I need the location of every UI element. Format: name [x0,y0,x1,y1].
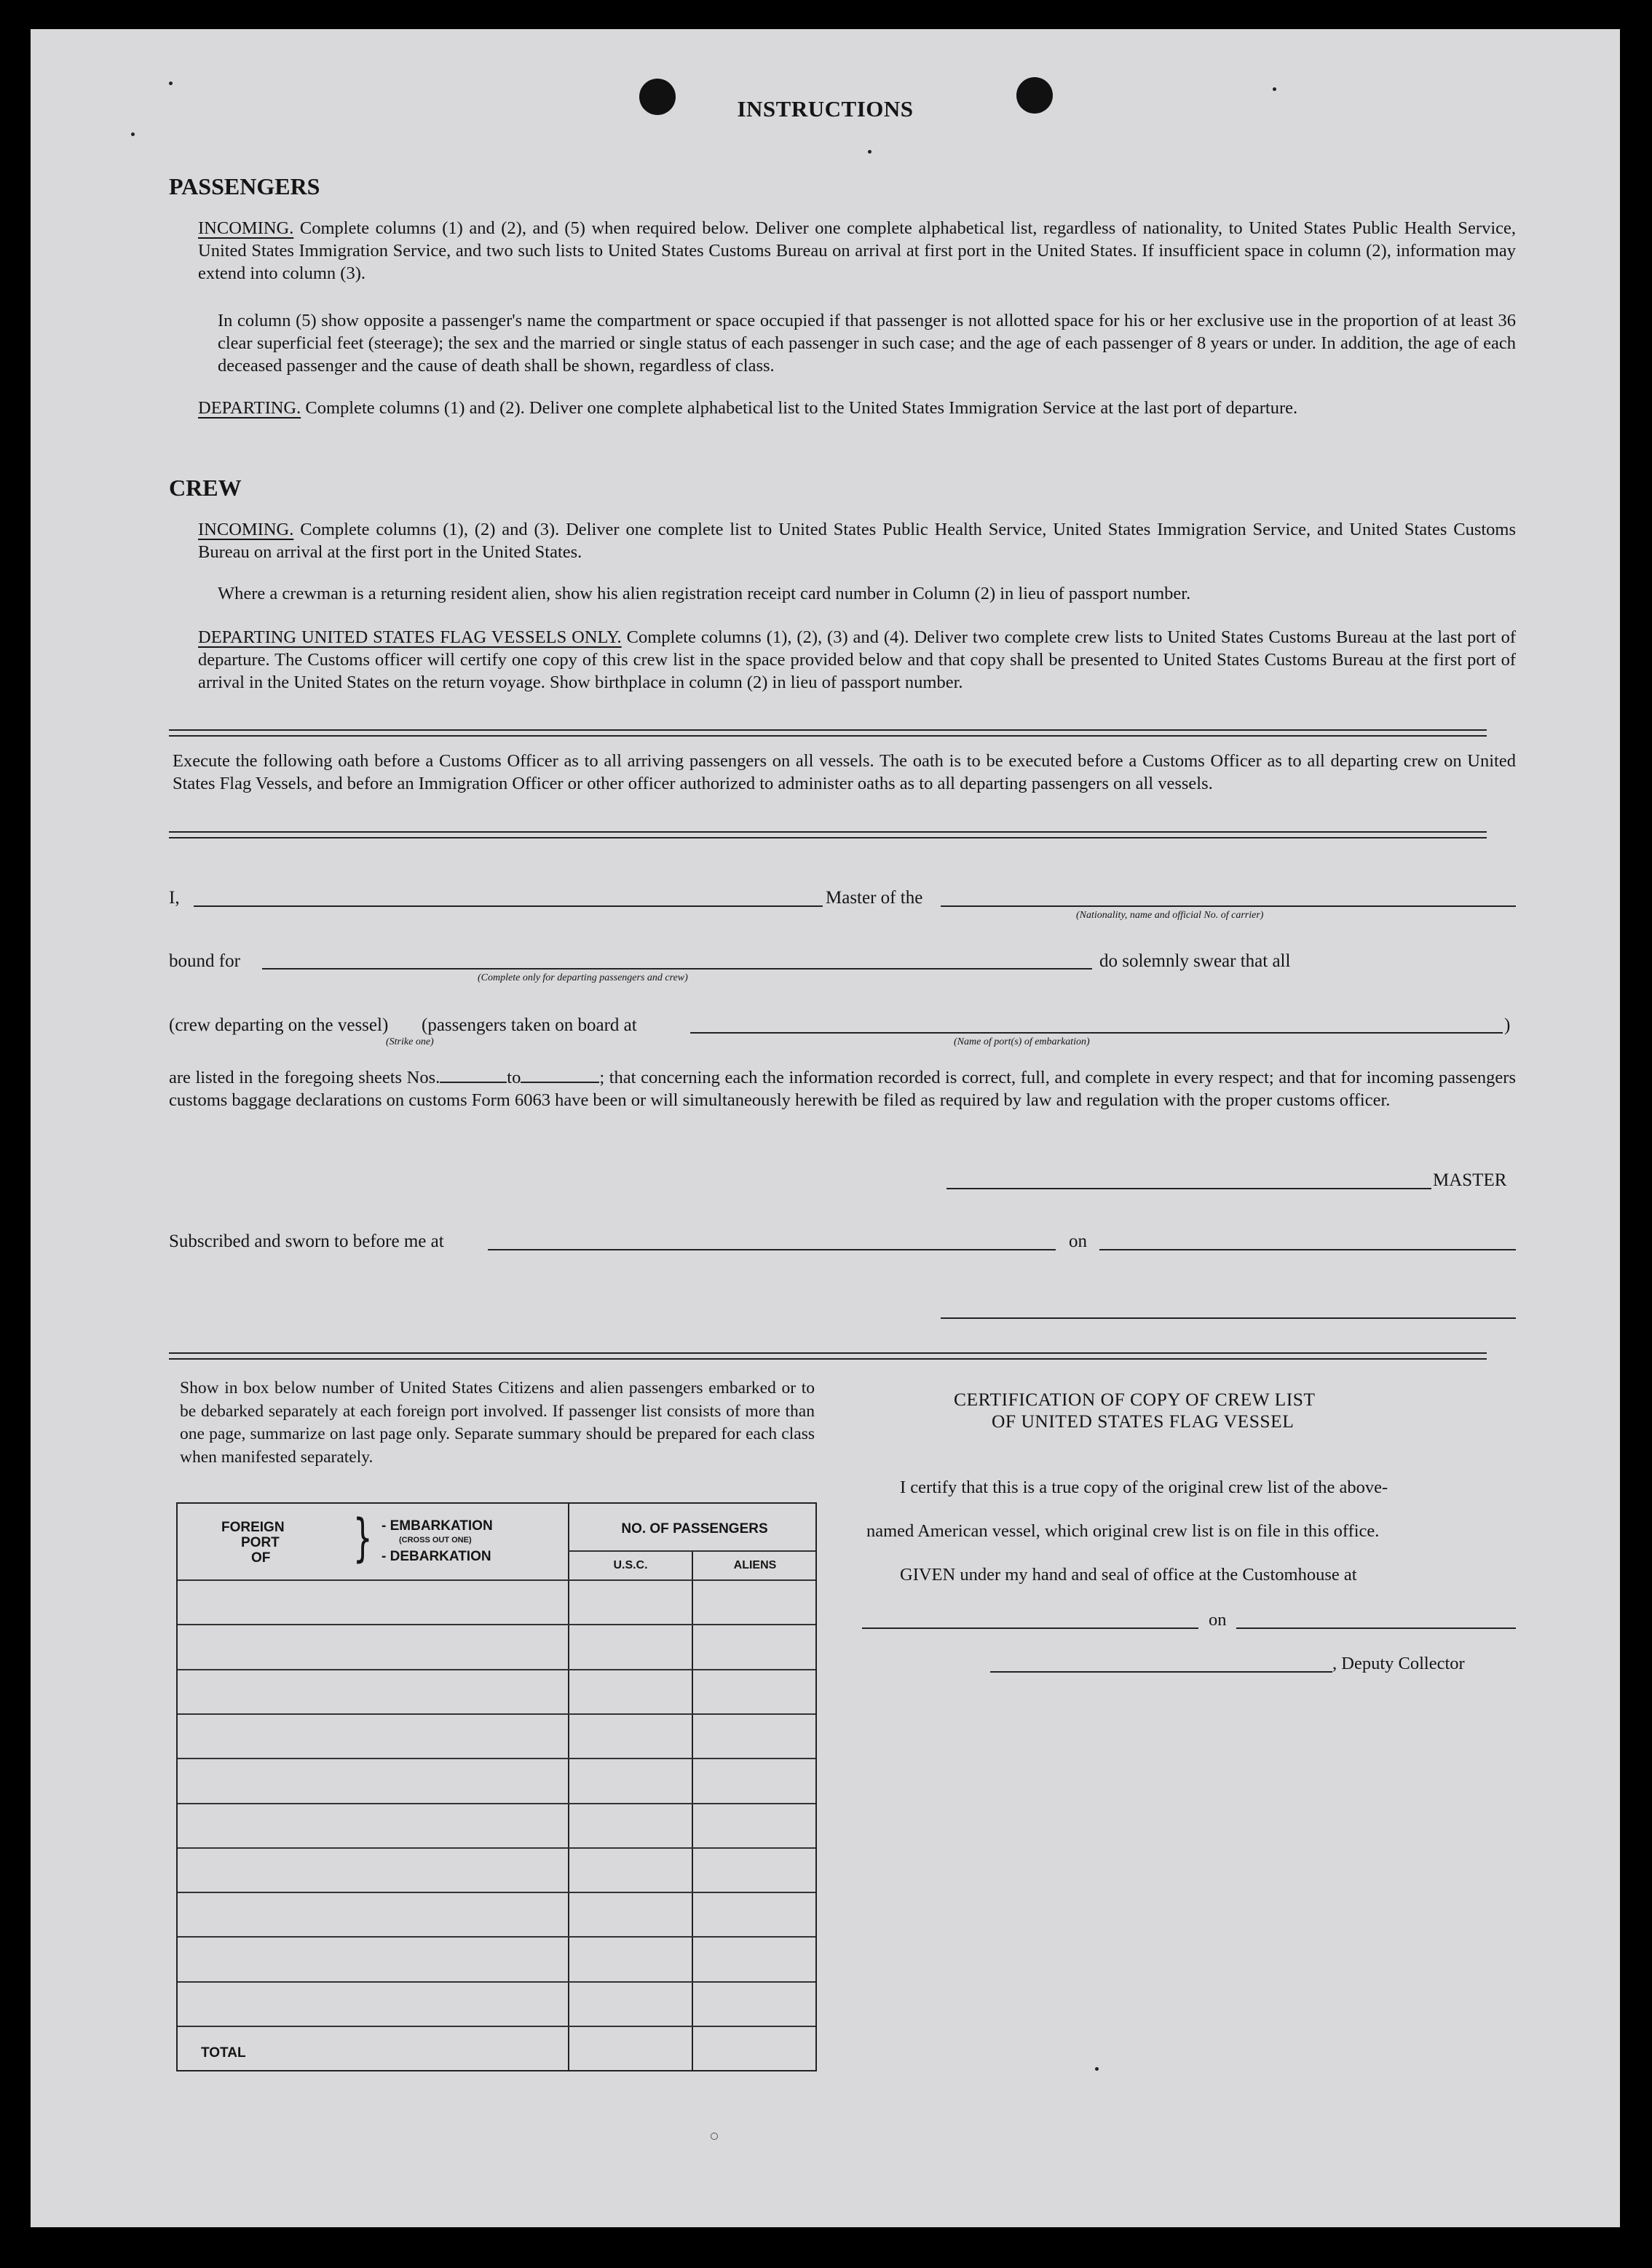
certification-line-2: named American vessel, which original crew list is on file in this office. [866,1521,1380,1541]
deputy-signature-field[interactable] [990,1671,1332,1673]
bound-for-field[interactable] [262,968,1092,970]
speck [1095,2067,1099,2071]
master-of-label: Master of the [826,888,923,908]
swear-label: do solemnly swear that all [1099,951,1291,971]
deputy-collector-label: , Deputy Collector [1332,1654,1465,1673]
section-divider [169,831,1487,838]
customhouse-field[interactable] [862,1627,1198,1629]
passengers-incoming-text: Complete columns (1) and (2), and (5) when required below. Deliver one complete alphabetical list, regardless of nationality, to United States Public Health Service, United States Immigration Service, and two such lists to United States Customs Bureau on arrival at first port in the United States. If insufficient space in column (2), information may extend into column (3). [198,218,1517,283]
passengers-departing-text: Complete columns (1) and (2). Deliver one complete alphabetical list to the United States Immigration Service at the last port of departure. [305,398,1298,418]
certification-line-1: I certify that this is a true copy of the original crew list of the above- [900,1478,1388,1497]
sworn-on-label: on [1069,1232,1087,1251]
embarkation-ports-field[interactable] [690,1032,1503,1034]
crew-departing-paragraph [198,626,1516,694]
table-row[interactable] [178,1758,815,1802]
certification-date-field[interactable] [1236,1627,1516,1629]
listed-paragraph [169,1066,1516,1111]
header-foreign: FOREIGN [221,1520,285,1535]
passengers-taken-option: (passengers taken on board at [422,1015,637,1035]
crew-departing-label: DEPARTING UNITED STATES FLAG VESSELS ONLY. [198,627,622,647]
header-embarkation: - EMBARKATION [382,1518,493,1534]
total-label: TOTAL [201,2045,246,2061]
crew-resident-paragraph: Where a crewman is a returning resident alien, show his alien registration receipt card number in Column (2) in lieu of passport number. [218,584,1191,603]
table-row[interactable] [178,1892,815,1936]
crew-departing-text: Complete columns (1), (2), (3) and (4). Deliver two complete crew lists to United States Customs Bureau at the last port of departure. The Customs officer will certify one copy of this crew list in the space provided below and that copy shall be presented to United States Customs Bureau at the first port of arrival in the United States on the return voyage. Show birthplace in column (2) in lieu of passport number. [198,627,1516,692]
sheet-from-field[interactable] [440,1068,507,1083]
sworn-place-field[interactable] [488,1249,1056,1250]
form-page [31,29,1620,2227]
section-divider [169,729,1487,737]
header-aliens: ALIENS [733,1559,777,1571]
table-row[interactable] [178,1936,815,1980]
master-name-field[interactable] [194,905,823,907]
carrier-field[interactable] [941,905,1516,907]
crew-departing-option: (crew departing on the vessel) [169,1015,389,1035]
header-cross-out: (CROSS OUT ONE) [399,1536,472,1545]
crew-incoming-text: Complete columns (1), (2) and (3). Deliver one complete list to United States Public Health Service, United States Immigration Service, and United States Customs Bureau on arrival at the first port in the United States. [198,520,1517,562]
instructions-title: INSTRUCTIONS [737,96,914,122]
sworn-date-field[interactable] [1099,1249,1516,1250]
table-row[interactable] [178,2026,815,2070]
subscribed-label: Subscribed and sworn to before me at [169,1232,444,1251]
table-divider [568,1550,815,1552]
summary-instructions: Show in box below number of United States Citizens and alien passengers embarked or to be debarked separately at each foreign port involved. If passenger list consists of more than one page, summarize on last page only. Separate summary should be prepared for each class when manifested separately. [180,1379,815,1467]
bound-for-label: bound for [169,951,240,971]
brace-icon: } [352,1508,373,1568]
certification-title-2: OF UNITED STATES FLAG VESSEL [992,1411,1295,1432]
table-row[interactable] [178,1713,815,1758]
header-no-passengers: NO. OF PASSENGERS [621,1521,768,1537]
master-label: MASTER [1433,1170,1507,1190]
certification-title-1: CERTIFICATION OF COPY OF CREW LIST [954,1389,1316,1410]
close-paren: ) [1504,1015,1511,1035]
listed-pre: are listed in the foregoing sheets Nos. [169,1068,440,1087]
header-debarkation: - DEBARKATION [382,1549,491,1564]
certification-on-label: on [1209,1610,1227,1630]
table-row[interactable] [178,1669,815,1713]
passengers-departing-label: DEPARTING. [198,398,301,418]
bound-for-note: (Complete only for departing passengers and crew) [478,972,688,983]
passengers-incoming-label: INCOMING. [198,218,294,238]
listed-to: to [507,1068,521,1087]
header-of: OF [251,1550,271,1566]
passenger-summary-table [176,1502,817,2071]
speck [868,150,872,154]
carrier-note: (Nationality, name and official No. of carrier) [1076,910,1264,921]
sheet-to-field[interactable] [521,1068,599,1083]
passengers-departing-paragraph [198,397,1516,419]
certification-line-3: GIVEN under my hand and seal of office at the Customhouse at [900,1565,1357,1585]
passengers-column5-paragraph: In column (5) show opposite a passenger's name the compartment or space occupied if that passenger is not allotted space for his or her exclusive use in the proportion of at least 36 clear superficial feet (steerage); the sex and the married or single status of each passenger in such case; and the age of each passenger of 8 years or under. In addition, the age of each deceased passenger and the cause of death shall be shown, regardless of class. [218,311,1516,376]
oath-intro: Execute the following oath before a Customs Officer as to all arriving passengers on all vessels. The oath is to be executed before a Customs Officer as to all departing crew on United States Flag Vessels, and before an Immigration Officer or other officer authorized to administer oaths as to all departing passengers on all vessels. [173,751,1516,793]
crew-incoming-paragraph [198,518,1516,563]
table-row[interactable] [178,1981,815,2026]
section-divider [169,1352,1487,1360]
listed-post: ; that concerning each the information recorded is correct, full, and complete in every respect; and that for incoming passengers customs baggage declarations on customs Form 6063 have been or will simultaneously herewith be filed as required by law and regulation with the proper customs officer. [169,1068,1516,1110]
header-port: PORT [241,1535,280,1550]
table-row[interactable] [178,1847,815,1892]
crew-incoming-label: INCOMING. [198,520,294,539]
master-signature-field[interactable] [946,1188,1431,1189]
passengers-heading: PASSENGERS [169,173,320,199]
ports-note: (Name of port(s) of embarkation) [954,1036,1090,1047]
speck [169,82,173,85]
table-row[interactable] [178,1624,815,1668]
officer-signature-field[interactable] [941,1317,1516,1319]
speck [131,132,135,136]
passengers-incoming-paragraph [198,217,1516,285]
oath-i-label: I, [169,888,180,908]
strike-one-note: (Strike one) [386,1036,434,1047]
crew-heading: CREW [169,475,242,501]
speck [1273,87,1276,91]
small-ring-mark [711,2133,718,2140]
table-row[interactable] [178,1579,815,1624]
header-usc: U.S.C. [613,1559,648,1571]
table-row[interactable] [178,1803,815,1847]
